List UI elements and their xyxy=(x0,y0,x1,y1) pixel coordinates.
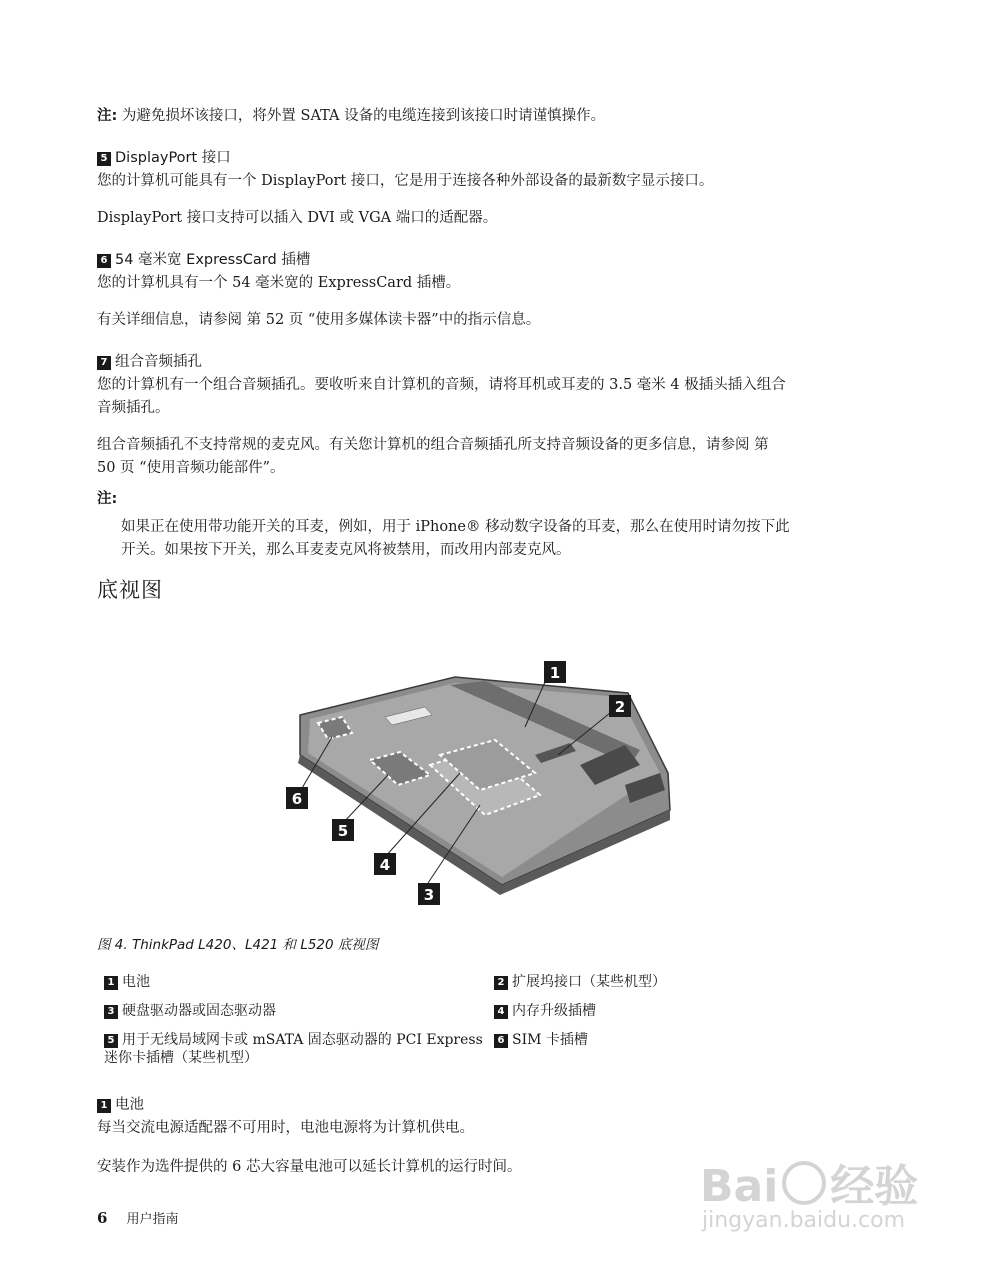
paragraph-line: 您的计算机有一个组合音频插孔。要收听来自计算机的音频，请将耳机或耳麦的 3.5 毫米 4 极插头插入组合 xyxy=(97,377,786,393)
note-paragraph xyxy=(97,105,605,128)
footer-title: 用户指南 xyxy=(126,1212,179,1227)
legend-text: 用于无线局域网卡或 mSATA 固态驱动器的 PCI Express xyxy=(122,1032,483,1048)
legend-text: 电池 xyxy=(122,974,150,990)
note-text: 为避免损坏该接口，将外置 SATA 设备的电缆连接到该接口时请谨慎操作。 xyxy=(121,108,606,124)
callout-6: 6 xyxy=(291,790,303,808)
legend-item xyxy=(104,1002,276,1021)
paragraph: 您的计算机具有一个 54 毫米宽的 ExpressCard 插槽。 xyxy=(97,275,461,291)
callout-4: 4 xyxy=(379,856,391,874)
callout-5: 5 xyxy=(337,822,349,840)
page-number: 6 xyxy=(97,1209,108,1227)
legend-number: 5 xyxy=(104,1034,118,1048)
callout-number: 6 xyxy=(97,254,111,268)
paragraph-line: 组合音频插孔不支持常规的麦克风。有关您计算机的组合音频插孔所支持音频设备的更多信息，请参阅 第 xyxy=(97,437,769,453)
legend-number: 2 xyxy=(494,976,508,990)
callout-number: 5 xyxy=(97,152,111,166)
watermark-brand-cn: 经验 xyxy=(830,1161,919,1212)
figure-caption: 图 4. ThinkPad L420、L421 和 L520 底视图 xyxy=(97,937,379,953)
note-line: 开关。如果按下开关，那么耳麦麦克风将被禁用，而改用内部麦克风。 xyxy=(121,542,571,558)
watermark-logo xyxy=(700,1150,918,1214)
section-heading-displayport xyxy=(97,146,231,167)
callout-number: 1 xyxy=(97,1099,111,1113)
paragraph: 有关详细信息，请参阅 第 52 页 “使用多媒体读卡器”中的指示信息。 xyxy=(97,312,541,328)
section-heading-expresscard xyxy=(97,248,310,269)
paragraph-line: 音频插孔。 xyxy=(97,400,170,416)
section-heading-battery xyxy=(97,1093,144,1114)
page-footer xyxy=(97,1208,179,1227)
section-title: 电池 xyxy=(115,1097,144,1113)
legend-number: 6 xyxy=(494,1034,508,1048)
note-label: 注: xyxy=(97,108,118,124)
legend-number: 3 xyxy=(104,1005,118,1019)
section-title: 组合音频插孔 xyxy=(115,354,202,370)
paragraph: 您的计算机可能具有一个 DisplayPort 接口，它是用于连接各种外部设备的最新数字显示接口。 xyxy=(97,173,714,189)
paragraph: DisplayPort 接口支持可以插入 DVI 或 VGA 端口的适配器。 xyxy=(97,210,498,226)
legend-item xyxy=(494,1031,588,1050)
paragraph: 安装作为选件提供的 6 芯大容量电池可以延长计算机的运行时间。 xyxy=(97,1159,522,1175)
paragraph-line: 50 页 “使用音频功能部件”。 xyxy=(97,460,285,476)
laptop-bottom-illustration xyxy=(280,655,700,915)
watermark-brand: Bai xyxy=(700,1161,779,1212)
legend-text-continued: 迷你卡插槽（某些机型） xyxy=(104,1050,258,1066)
callout-1: 1 xyxy=(549,664,561,682)
legend-item xyxy=(494,973,666,992)
note-label: 注: xyxy=(97,491,118,507)
legend-text: 硬盘驱动器或固态驱动器 xyxy=(122,1003,276,1019)
legend-text: 内存升级插槽 xyxy=(512,1003,596,1019)
callout-number: 7 xyxy=(97,356,111,370)
callout-3: 3 xyxy=(423,886,435,904)
page-section-title: 底视图 xyxy=(97,578,163,602)
section-title: DisplayPort 接口 xyxy=(115,150,231,166)
section-heading-audio xyxy=(97,350,202,371)
laptop-bottom-view-figure xyxy=(280,655,700,915)
paw-icon xyxy=(782,1161,826,1205)
legend-text: 扩展坞接口（某些机型） xyxy=(512,974,666,990)
legend-text: SIM 卡插槽 xyxy=(512,1032,588,1048)
section-title: 54 毫米宽 ExpressCard 插槽 xyxy=(115,252,311,268)
paragraph: 每当交流电源适配器不可用时，电池电源将为计算机供电。 xyxy=(97,1120,474,1136)
note-line: 如果正在使用带功能开关的耳麦，例如，用于 iPhone® 移动数字设备的耳麦，那么在使用时请勿按下此 xyxy=(121,519,790,535)
callout-2: 2 xyxy=(614,698,626,716)
legend-number: 1 xyxy=(104,976,118,990)
legend-number: 4 xyxy=(494,1005,508,1019)
legend-item xyxy=(104,1031,483,1050)
legend-item xyxy=(494,1002,596,1021)
legend-item xyxy=(104,973,150,992)
watermark-url: jingyan.baidu.com xyxy=(702,1208,906,1233)
